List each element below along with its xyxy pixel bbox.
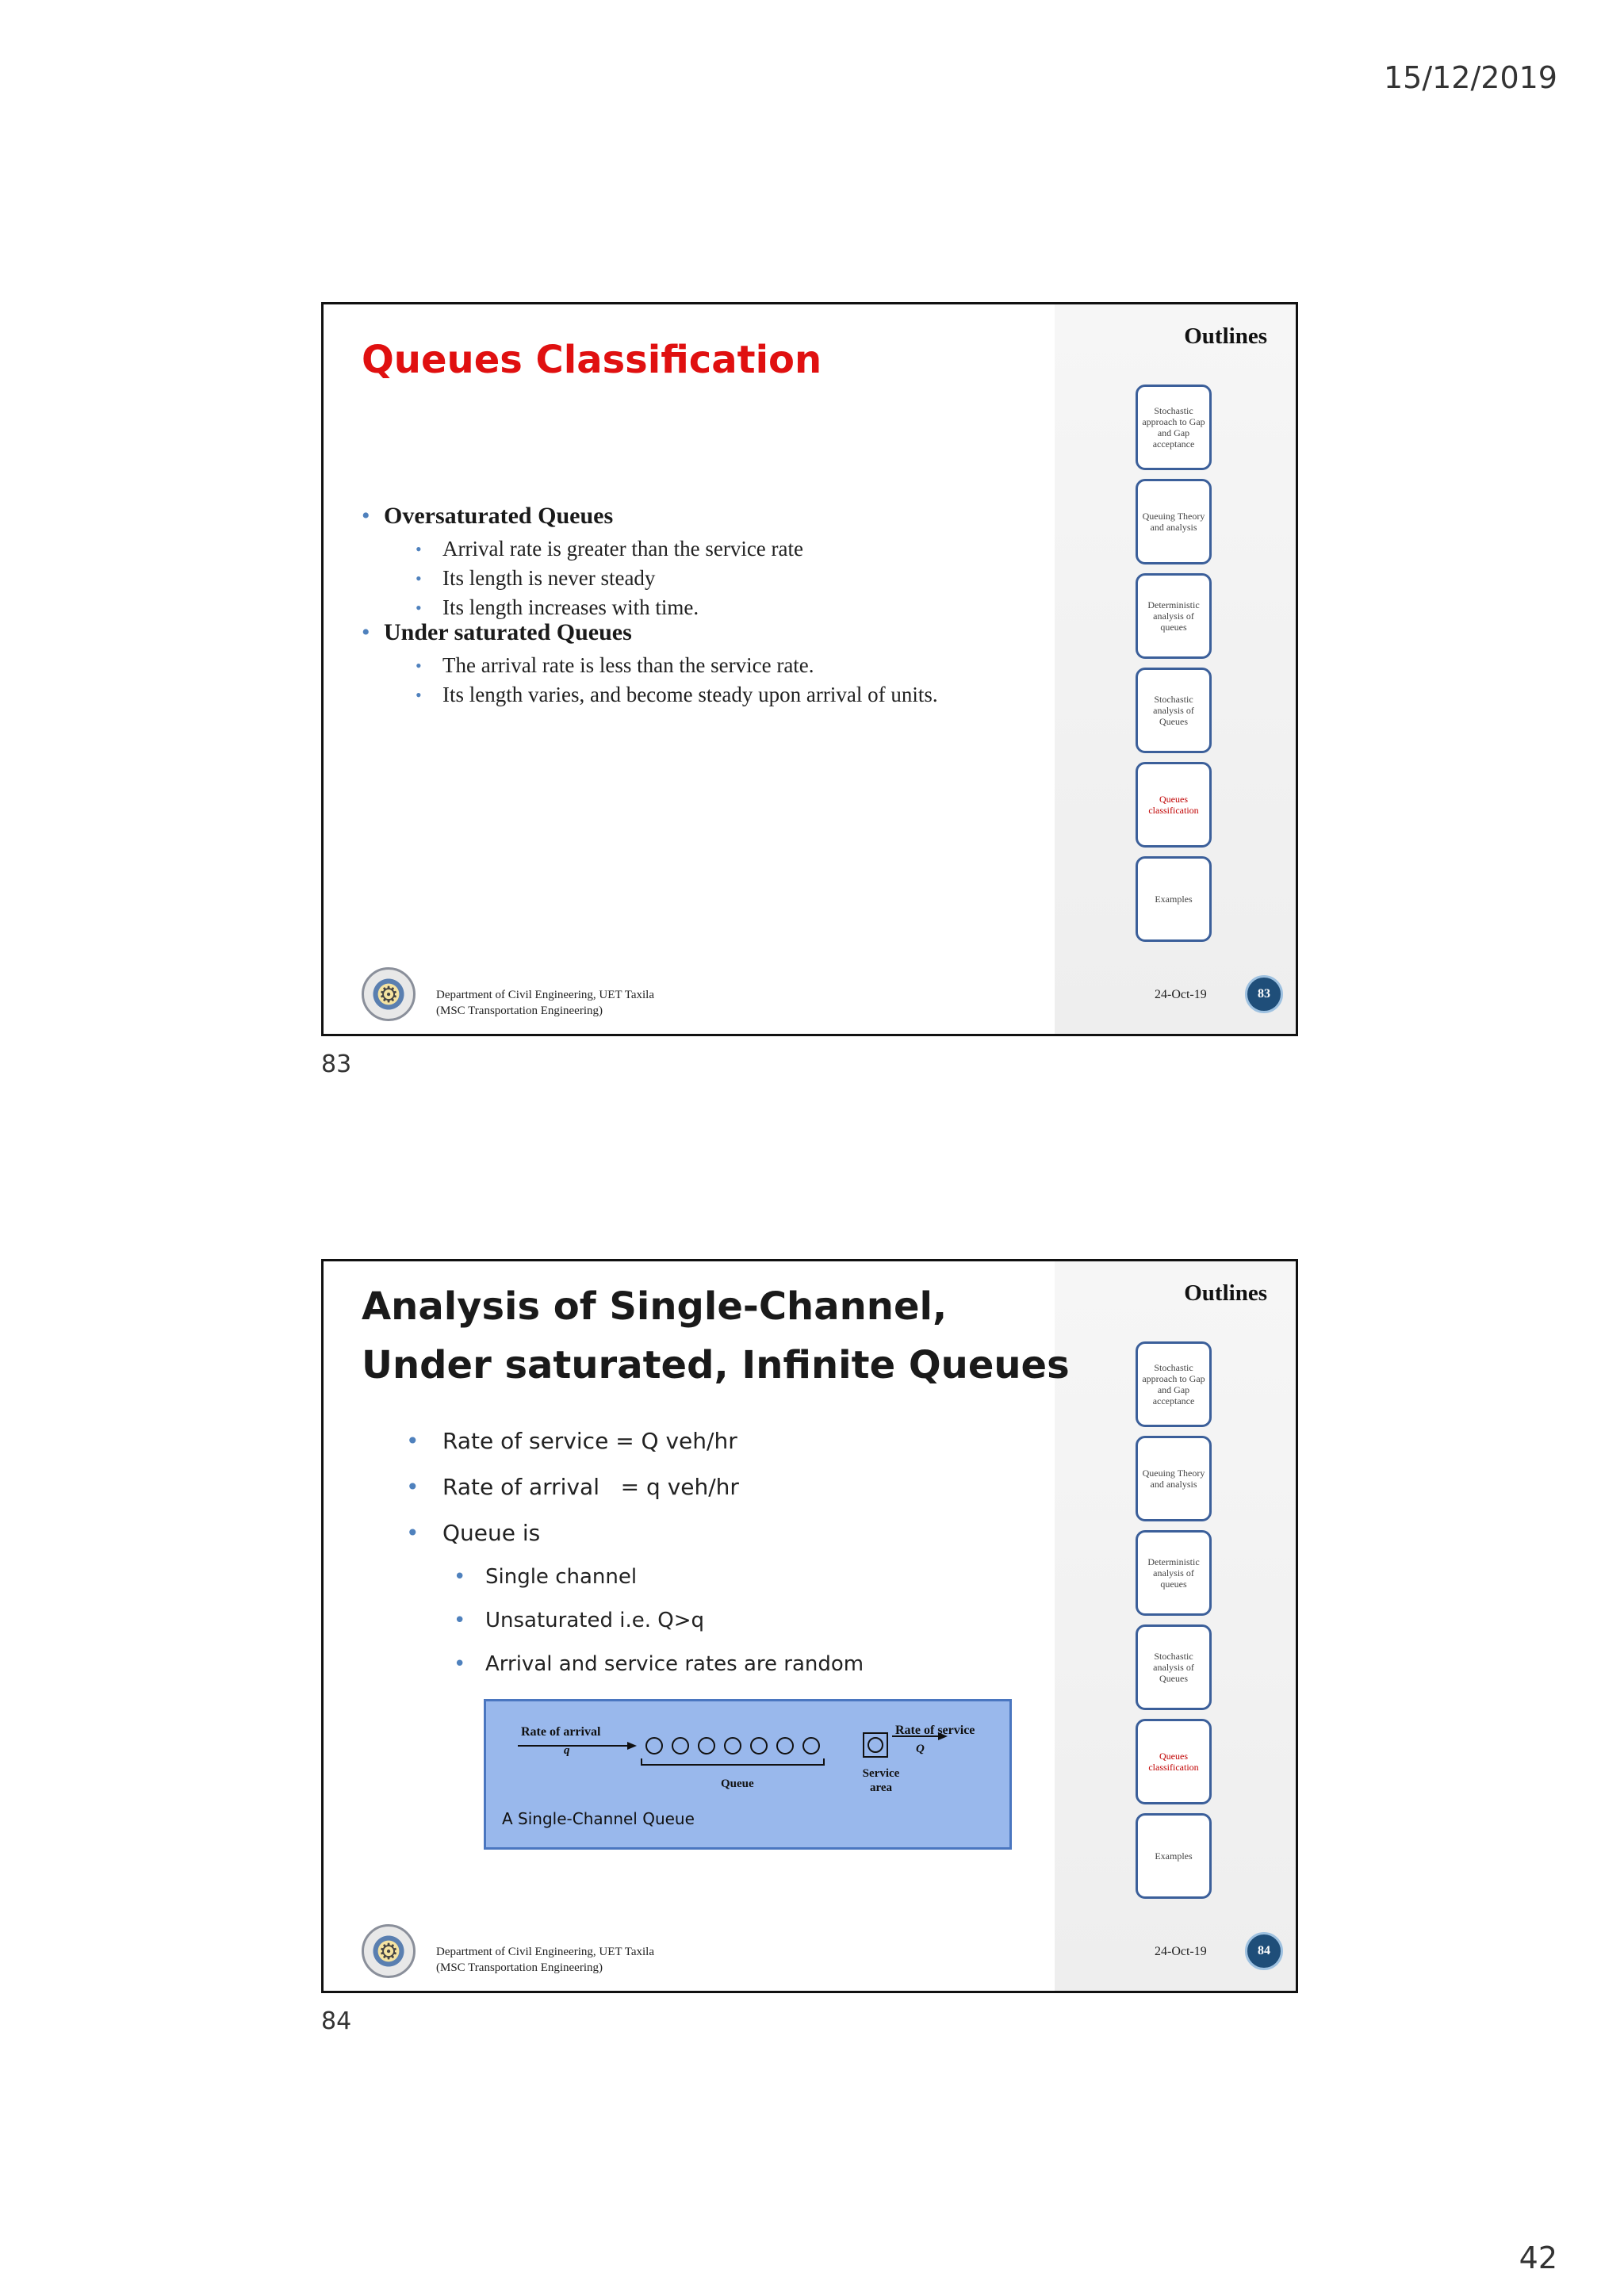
- sub-bullet: • Its length increases with time.: [416, 595, 699, 619]
- bullet-dot: •: [362, 619, 370, 645]
- outline-item-queues-classification[interactable]: Queues classification: [1136, 1719, 1212, 1804]
- footer-date: 24-Oct-19: [1155, 988, 1207, 1001]
- slide-number-badge: 84: [1245, 1932, 1283, 1970]
- slide-title: Analysis of Single-Channel, Under saturated, Infinite Queues: [362, 1284, 1070, 1387]
- bullet-dot: •: [362, 503, 370, 529]
- page-number: 42: [1519, 2241, 1557, 2275]
- outline-item-queuing-theory[interactable]: Queuing Theory and analysis: [1136, 1436, 1212, 1521]
- diagram-rate-of-arrival: Rate of arrival: [521, 1725, 601, 1739]
- slide-number-badge: 83: [1245, 975, 1283, 1013]
- sub-bullet-unsaturated: • Unsaturated i.e. Q>q: [454, 1609, 705, 1632]
- footer-department: Department of Civil Engineering, UET Taxila: [436, 1946, 654, 1958]
- footer-department: Department of Civil Engineering, UET Taxila: [436, 989, 654, 1001]
- bullet-undersaturated: • Under saturated Queues: [362, 619, 632, 645]
- outlines-heading: Outlines: [1184, 1280, 1267, 1306]
- sub-bullet: • Its length varies, and become steady upon arrival of units.: [416, 683, 938, 706]
- outline-item-stochastic[interactable]: Stochastic analysis of Queues: [1136, 668, 1212, 753]
- page-date: 15/12/2019: [1383, 60, 1557, 95]
- outline-item-queues-classification[interactable]: Queues classification: [1136, 762, 1212, 848]
- outline-item-deterministic[interactable]: Deterministic analysis of queues: [1136, 1530, 1212, 1616]
- diagram-service-symbol: Q: [916, 1743, 925, 1755]
- slide-label-83: 83: [321, 1050, 352, 1078]
- footer-program: (MSC Transportation Engineering): [436, 1004, 603, 1017]
- uet-logo: ⚙: [362, 967, 416, 1021]
- bullet-rate-of-service: • Rate of service = Q veh/hr: [406, 1428, 737, 1454]
- bullet-queue-is: • Queue is: [406, 1520, 541, 1546]
- slide-84: [321, 1259, 1298, 1993]
- slide-title: Queues Classification: [362, 338, 822, 382]
- outline-item-gap-acceptance[interactable]: Stochastic approach to Gap and Gap acceptance: [1136, 385, 1212, 470]
- diagram-arrival-symbol: q: [564, 1744, 570, 1757]
- outline-item-deterministic[interactable]: Deterministic analysis of queues: [1136, 573, 1212, 659]
- outline-item-examples[interactable]: Examples: [1136, 856, 1212, 942]
- slide-83: [321, 302, 1298, 1036]
- sub-bullet: • The arrival rate is less than the service rate.: [416, 653, 814, 677]
- footer-date: 24-Oct-19: [1155, 1945, 1207, 1958]
- outlines-heading: Outlines: [1184, 323, 1267, 349]
- uet-logo: ⚙: [362, 1924, 416, 1978]
- bullet-rate-of-arrival: • Rate of arrival = q veh/hr: [406, 1474, 739, 1500]
- diagram-caption: A Single-Channel Queue: [502, 1809, 695, 1828]
- outline-item-queuing-theory[interactable]: Queuing Theory and analysis: [1136, 479, 1212, 564]
- diagram-queue-label: Queue: [721, 1777, 754, 1790]
- sub-bullet-random-rates: • Arrival and service rates are random: [454, 1652, 864, 1676]
- outline-item-gap-acceptance[interactable]: Stochastic approach to Gap and Gap acceptance: [1136, 1341, 1212, 1427]
- single-channel-queue-diagram: [484, 1699, 1012, 1850]
- diagram-service-area: Service area: [862, 1767, 900, 1794]
- outline-item-stochastic[interactable]: Stochastic analysis of Queues: [1136, 1624, 1212, 1710]
- diagram-rate-of-service: Rate of service: [895, 1724, 975, 1737]
- sub-bullet-single-channel: • Single channel: [454, 1565, 638, 1589]
- sub-bullet: • Arrival rate is greater than the service rate: [416, 537, 804, 561]
- footer-program: (MSC Transportation Engineering): [436, 1961, 603, 1974]
- slide-label-84: 84: [321, 2007, 352, 2035]
- outline-item-examples[interactable]: Examples: [1136, 1813, 1212, 1899]
- bullet-oversaturated: • Oversaturated Queues: [362, 503, 614, 529]
- sub-bullet: • Its length is never steady: [416, 566, 656, 590]
